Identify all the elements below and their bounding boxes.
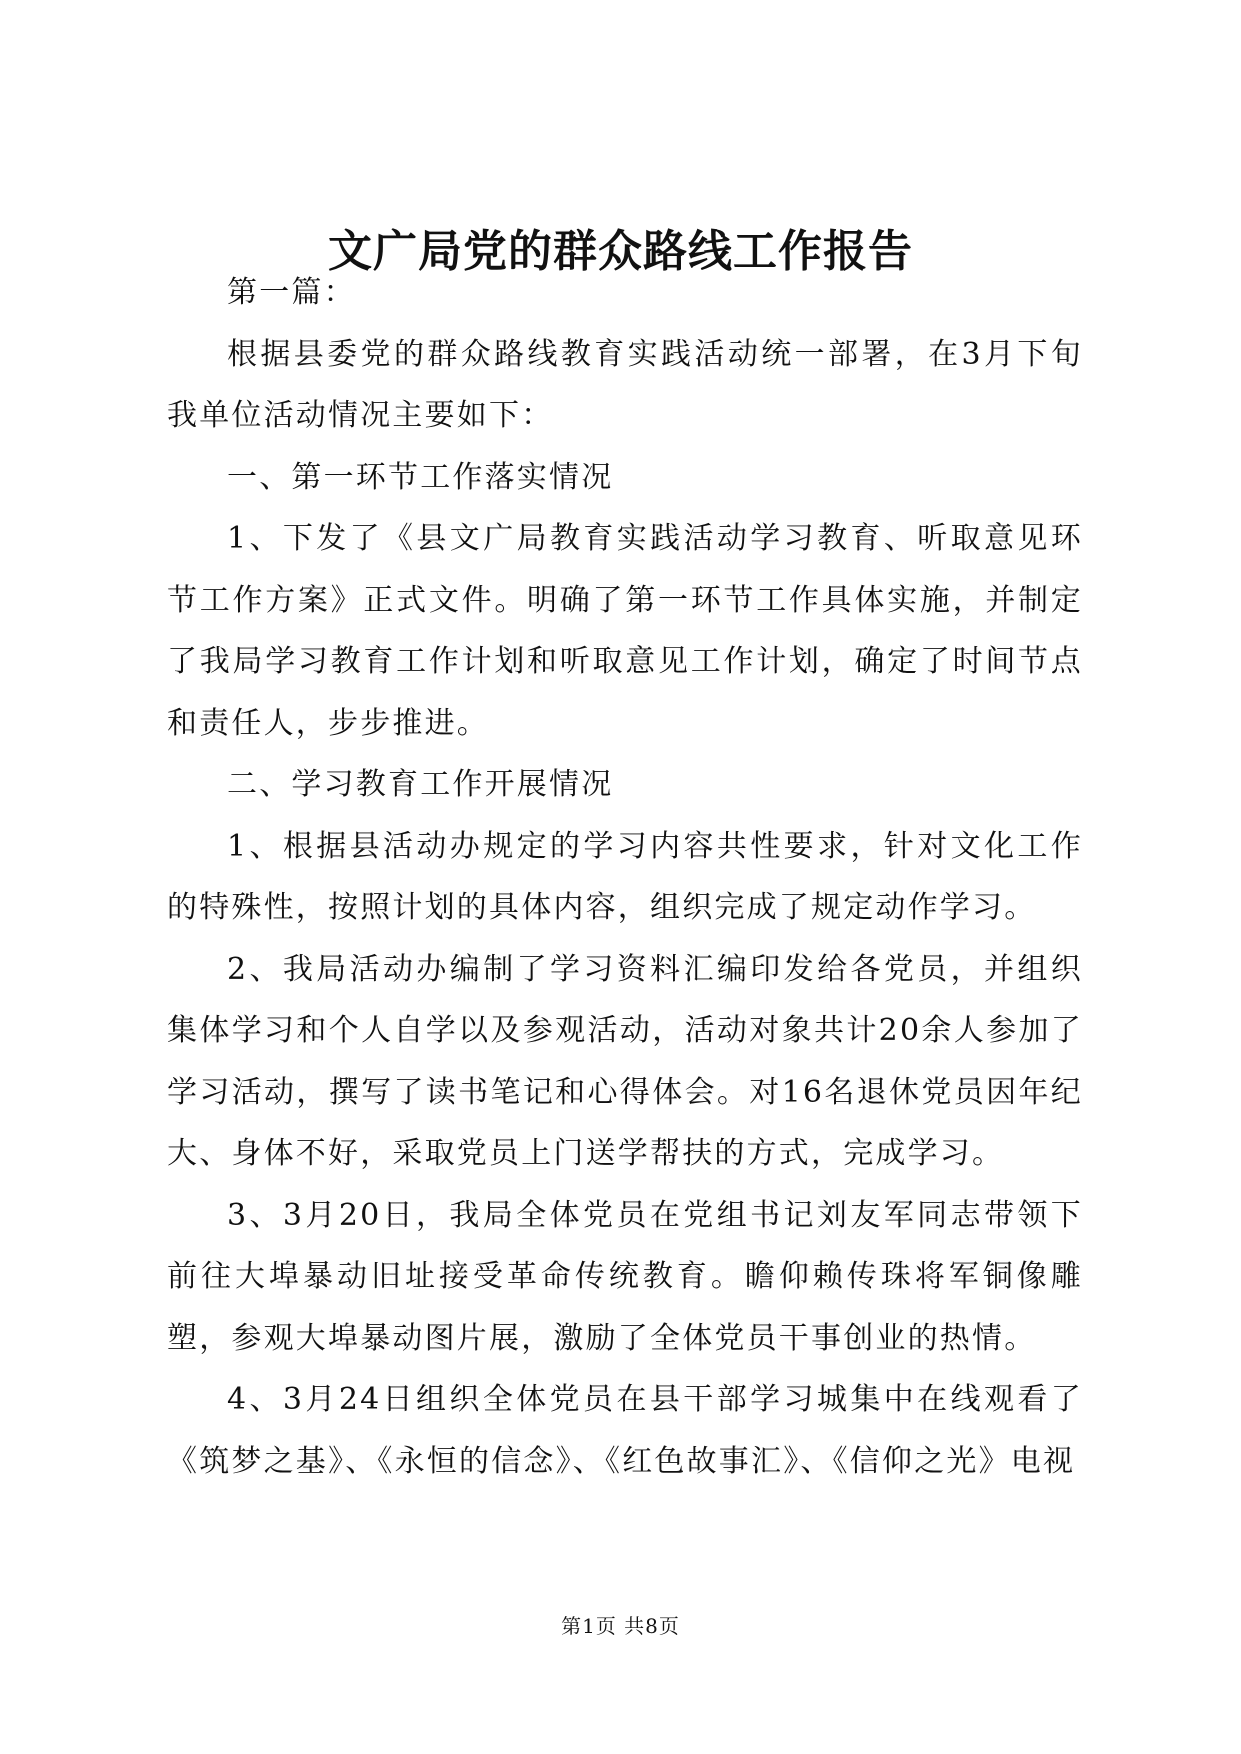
paragraph: 1、根据县活动办规定的学习内容共性要求，针对文化工作的特殊性，按照计划的具体内容，组织完成了规定动作学习。 — [167, 828, 1083, 925]
paragraph: 根据县委党的群众路线教育实践活动统一部署，在3月下旬我单位活动情况主要如下： — [167, 336, 1083, 433]
document-title: 文广局党的群众路线工作报告 — [328, 226, 913, 277]
paragraph: 3、3月20日，我局全体党员在党组书记刘友军同志带领下前往大埠暴动旧址接受革命传统教育。瞻仰赖传珠将军铜像雕塑，参观大埠暴动图片展，激励了全体党员干事创业的热情。 — [167, 1197, 1083, 1356]
paragraph: 1、下发了《县文广局教育实践活动学习教育、听取意见环节工作方案》正式文件。明确了第一环节工作具体实施，并制定了我局学习教育工作计划和听取意见工作计划，确定了时间节点和责任人，步步推进。 — [167, 521, 1083, 741]
paragraph: 4、3月24日组织全体党员在县干部学习城集中在线观看了《筑梦之基》、《永恒的信念》、《红色故事汇》、《信仰之光》电视 — [167, 1382, 1083, 1479]
page-number-footer: 第1页 共8页 — [561, 1614, 680, 1638]
section-heading: 二、学习教育工作开展情况 — [227, 767, 614, 802]
paragraph: 2、我局活动办编制了学习资料汇编印发给各党员，并组织集体学习和个人自学以及参观活动，活动对象共计20余人参加了学习活动，撰写了读书笔记和心得体会。对16名退休党员因年纪大、身体不好，采取党员上门送学帮扶的方式，完成学习。 — [167, 951, 1083, 1171]
section-heading: 第一篇： — [227, 275, 356, 310]
section-heading: 一、第一环节工作落实情况 — [227, 459, 614, 495]
document-body — [167, 262, 1083, 1492]
